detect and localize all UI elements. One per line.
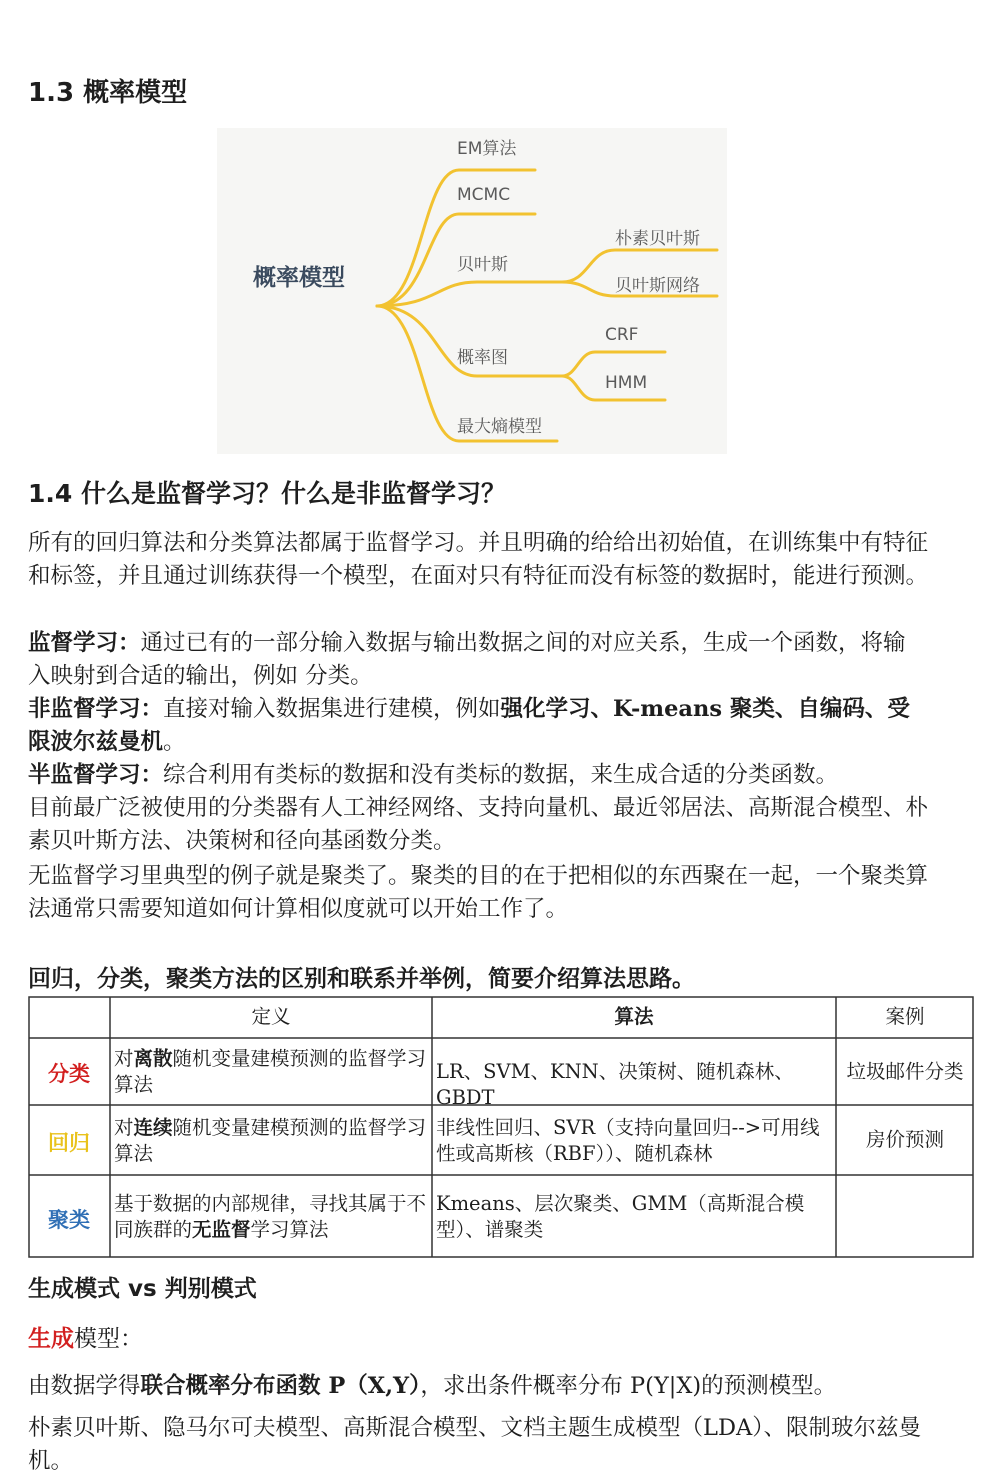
header-case: 案例 bbox=[885, 1005, 925, 1028]
mindmap-node-hmm: HMM bbox=[605, 373, 648, 393]
intro-paragraph: 所有的回归算法和分类算法都属于监督学习。并且明确的给给出初始值，在训练集中有特征和标签，并且通过训练获得一个模型，在面对只有特征而没有标签的数据时，能进行预测。 bbox=[28, 530, 929, 589]
mindmap-node-bayes-net: 贝叶斯网络 bbox=[615, 276, 700, 296]
row-def-clustering: 基于数据的内部规律，寻找其属于不同族群的无监督学习算法 bbox=[114, 1192, 427, 1241]
header-algorithm: 算法 bbox=[614, 1005, 654, 1028]
header-definition: 定义 bbox=[251, 1005, 291, 1028]
mindmap-canvas bbox=[217, 128, 727, 454]
mindmap-node-crf: CRF bbox=[605, 325, 639, 345]
unsupervised-text: 直接对输入数据集进行建模，例如 bbox=[163, 696, 501, 722]
unsupervised-paragraph bbox=[28, 693, 928, 759]
row-name-clustering: 聚类 bbox=[48, 1207, 90, 1232]
supervised-text: 通过已有的一部分输入数据与输出数据之间的对应关系，生成一个函数，将输入映射到合适的输出，例如 分类。 bbox=[28, 630, 906, 689]
mindmap-branches bbox=[377, 170, 717, 441]
generative-title-highlight: 生成 bbox=[28, 1325, 74, 1352]
row-case-classification: 垃圾邮件分类 bbox=[846, 1060, 964, 1083]
semi-label: 半监督学习： bbox=[28, 762, 164, 788]
row-algo-clustering: Kmeans、层次聚类、GMM（高斯混合模型）、谱聚类 bbox=[436, 1192, 805, 1241]
unsupervised-examples: 强化学习、K-means 聚类、自编码、受限波尔兹曼机 bbox=[28, 696, 910, 755]
mindmap-node-bayes: 贝叶斯 bbox=[457, 255, 508, 275]
comparison-table bbox=[28, 996, 974, 1258]
generative-examples: 朴素贝叶斯、隐马尔可夫模型、高斯混合模型、文档主题生成模型（LDA）、限制玻尔兹曼机。 bbox=[28, 1415, 921, 1474]
semi-supervised-paragraph bbox=[28, 759, 928, 792]
clustering-paragraph: 无监督学习里典型的例子就是聚类了。聚类的目的在于把相似的东西聚在一起，一个聚类算法通常只需要知道如何计算相似度就可以开始工作了。 bbox=[28, 863, 929, 922]
supervised-label: 监督学习： bbox=[28, 630, 141, 656]
table-title: 回归，分类，聚类方法的区别和联系并举例，简要介绍算法思路。 bbox=[28, 966, 695, 992]
mindmap-node-mcmc: MCMC bbox=[457, 185, 511, 205]
generative-vs-discriminative-title: 生成模式 vs 判别模式 bbox=[28, 1276, 257, 1302]
classifiers-paragraph: 目前最广泛被使用的分类器有人工神经网络、支持向量机、最近邻居法、高斯混合模型、朴素贝叶斯方法、决策树和径向基函数分类。 bbox=[28, 795, 929, 854]
mindmap-node-naive-bayes: 朴素贝叶斯 bbox=[615, 229, 700, 249]
unsupervised-end: 。 bbox=[163, 729, 186, 755]
row-algo-classification: LR、SVM、KNN、决策树、随机森林、GBDT bbox=[436, 1060, 794, 1109]
generative-model-title bbox=[28, 1320, 143, 1353]
mindmap-root: 概率模型 bbox=[253, 265, 345, 291]
mindmap-node-maxent: 最大熵模型 bbox=[457, 417, 542, 437]
row-def-classification: 对离散随机变量建模预测的监督学习算法 bbox=[114, 1047, 427, 1096]
mindmap-node-graph: 概率图 bbox=[457, 348, 508, 368]
mindmap-node-em: EM算法 bbox=[457, 139, 517, 159]
generative-definition: 由数据学得联合概率分布函数 P（X,Y），求出条件概率分布 P(Y|X)的预测模型。 bbox=[28, 1373, 837, 1399]
semi-text: 综合利用有类标的数据和没有类标的数据，来生成合适的分类函数。 bbox=[163, 762, 839, 788]
row-name-classification: 分类 bbox=[48, 1061, 90, 1086]
row-name-regression: 回归 bbox=[48, 1130, 90, 1155]
row-case-regression: 房价预测 bbox=[865, 1128, 944, 1151]
mindmap bbox=[217, 128, 727, 454]
unsupervised-label: 非监督学习： bbox=[28, 696, 164, 722]
row-algo-regression: 非线性回归、SVR（支持向量回归-->可用线性或高斯核（RBF））、随机森林 bbox=[436, 1116, 820, 1165]
generative-title-rest: 模型： bbox=[74, 1326, 143, 1352]
supervised-paragraph bbox=[28, 627, 928, 693]
row-def-regression: 对连续随机变量建模预测的监督学习算法 bbox=[114, 1116, 427, 1165]
section-1-4-title: 1.4 什么是监督学习？什么是非监督学习？ bbox=[28, 479, 506, 508]
section-1-3-title: 1.3 概率模型 bbox=[28, 78, 188, 108]
